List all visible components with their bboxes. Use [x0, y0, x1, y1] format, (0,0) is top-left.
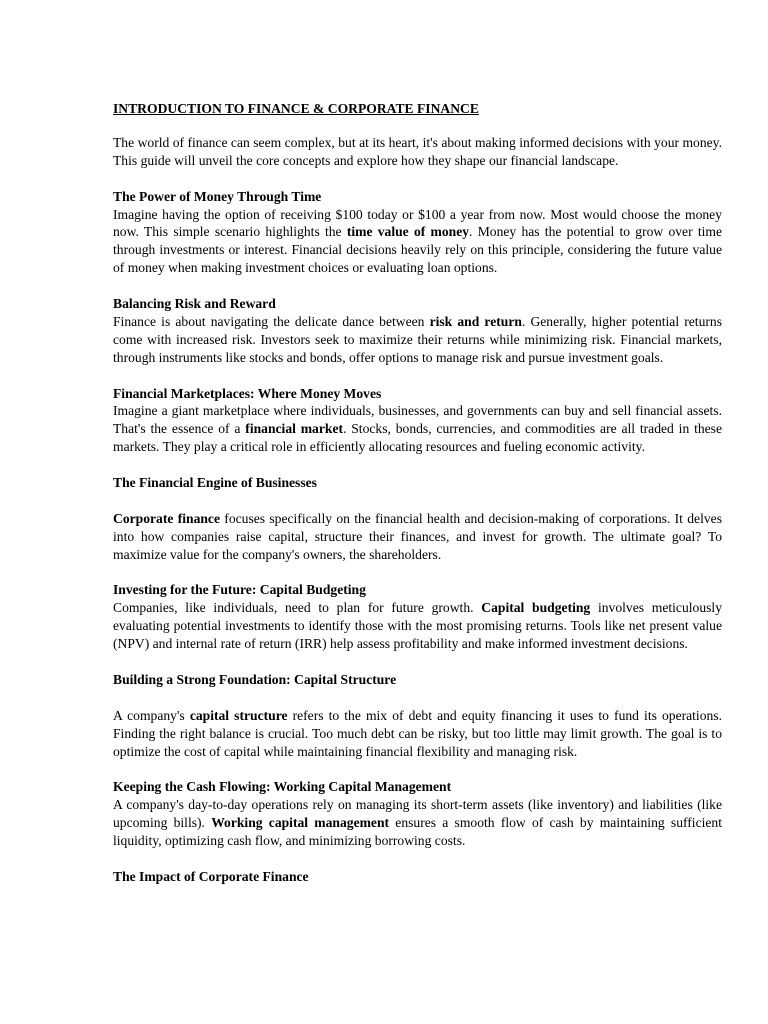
paragraph-text: A company's — [113, 707, 190, 723]
key-term: financial market — [245, 421, 344, 437]
key-term: Capital budgeting — [481, 600, 591, 616]
paragraph-text: . Stocks, bonds, currencies, and commodities are all traded in these markets. They play a critical role in efficiently allocating resources and fueling economic activity. — [113, 421, 723, 455]
section-paragraph-risk-reward — [113, 313, 722, 367]
key-term: capital structure — [189, 707, 288, 723]
section-heading-capital-budgeting: Investing for the Future: Capital Budgeting — [113, 582, 366, 598]
section-heading-working-capital: Keeping the Cash Flowing: Working Capital Management — [113, 779, 452, 795]
document-title: INTRODUCTION TO FINANCE & CORPORATE FINANCE — [113, 101, 479, 116]
section-heading-capital-structure: Building a Strong Foundation: Capital Structure — [113, 671, 397, 687]
section-paragraph-working-capital — [113, 796, 722, 850]
paragraph-text: ensures a smooth flow of cash by maintaining sufficient liquidity, optimizing cash flow, and minimizing borrowing costs. — [113, 815, 722, 849]
key-term: risk and return — [429, 313, 522, 329]
section-paragraph-marketplaces — [113, 402, 722, 456]
paragraph-text: . Generally, higher potential returns come with increased risk. Investors seek to maximize their returns while minimizing risk. Financial markets, through instruments like stocks and bonds, offer options to manage risk and pursue investment goals. — [113, 313, 722, 365]
paragraph-text: Companies, like individuals, need to plan for future growth. — [113, 600, 482, 616]
key-term: Working capital management — [211, 815, 390, 831]
intro-paragraph: The world of finance can seem complex, but at its heart, it's about making informed decisions with your money. This guide will unveil the core concepts and explore how they shape our financial landscape. — [113, 134, 722, 168]
section-heading-marketplaces: Financial Marketplaces: Where Money Moves — [113, 385, 382, 401]
section-paragraph-time-value — [113, 206, 722, 278]
key-term: time value of money — [346, 224, 470, 240]
document-page — [113, 100, 722, 886]
paragraph-text: Finance is about navigating the delicate dance between — [113, 313, 430, 329]
paragraph-text: refers to the mix of debt and equity financing it uses to fund its operations. Finding the right balance is crucial. Too much debt can be risky, but too little may limit growth. The goal is to optimize the cost of capital while maintaining financial flexibility and managing risk. — [113, 707, 722, 759]
section-paragraph-engine — [113, 510, 722, 564]
section-heading-risk-reward: Balancing Risk and Reward — [113, 296, 276, 312]
paragraph-text: . Money has the potential to grow over time through investments or interest. Financial decisions heavily rely on this principle, considering the future value of money when making investment choices or evaluating loan options. — [113, 224, 723, 276]
section-paragraph-capital-budgeting — [113, 599, 722, 653]
section-heading-engine: The Financial Engine of Businesses — [113, 475, 317, 491]
section-paragraph-capital-structure — [113, 707, 722, 761]
section-heading-impact: The Impact of Corporate Finance — [113, 868, 309, 884]
section-heading-time-value: The Power of Money Through Time — [113, 188, 322, 204]
paragraph-text: focuses specifically on the financial health and decision-making of corporations. It delves into how companies raise capital, structure their finances, and invest for growth. The ultimate goal? To maximize value for the company's owners, the shareholders. — [113, 510, 722, 562]
paragraph-text: Imagine a giant marketplace where individuals, businesses, and governments can buy and sell financial assets. That's the essence of a — [113, 403, 722, 437]
paragraph-text: involves meticulously evaluating potential investments to identify those with the most promising returns. Tools like net present value (NPV) and internal rate of return (IRR) help assess profitability and make informed investment decisions. — [113, 600, 722, 652]
paragraph-text: Imagine having the option of receiving $100 today or $100 a year from now. Most would choose the money now. This simple scenario highlights the — [113, 206, 722, 240]
paragraph-text: A company's day-to-day operations rely on managing its short-term assets (like inventory) and liabilities (like upcoming bills). — [113, 797, 722, 831]
key-term: Corporate finance — [113, 510, 220, 526]
